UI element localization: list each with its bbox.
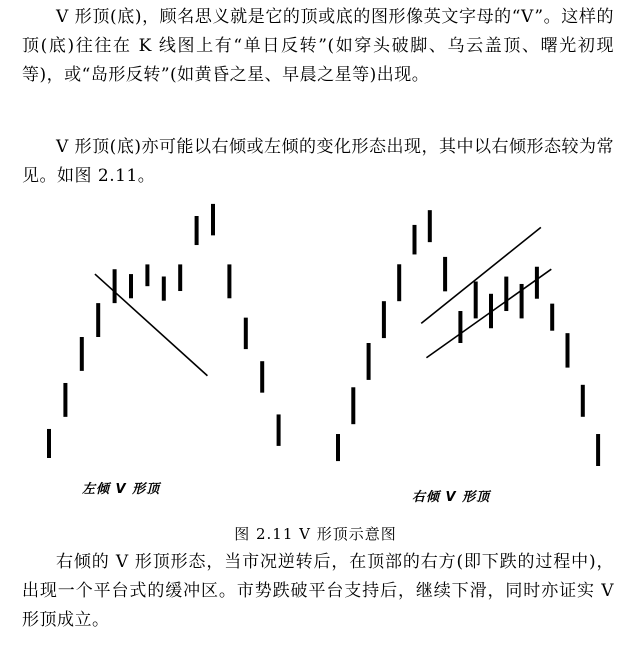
chart-bar xyxy=(260,361,264,392)
chart-bar xyxy=(351,387,355,424)
chart-bar xyxy=(145,264,149,286)
figure-caption: 图 2.11 V 形顶示意图 xyxy=(234,525,397,543)
chart-bar xyxy=(428,210,432,242)
chart-bar xyxy=(113,269,117,303)
chart-bar xyxy=(443,257,447,291)
chart-bar xyxy=(382,301,386,338)
chart-bar xyxy=(96,303,100,337)
chart-bar xyxy=(367,343,371,380)
paragraph-variants: V 形顶(底)亦可能以右倾或左倾的变化形态出现，其中以右倾形态较为常见。如图 2.11。 xyxy=(22,137,614,186)
chart-bar xyxy=(336,434,340,461)
chart-bar xyxy=(535,267,539,299)
chart-bar xyxy=(596,434,600,466)
figure-label-right: 右倾 V 形顶 xyxy=(412,490,491,505)
chart-bar xyxy=(504,277,508,311)
chart-bar xyxy=(581,385,585,417)
paragraph-right-tilted: 右倾的 V 形顶形态，当市况逆转后，在顶部的右方(即下跌的过程中)，出现一个平台式的缓冲区。市势跌破平台支持后，继续下滑，同时亦证实 V 形顶成立。 xyxy=(22,552,614,630)
chart-bar xyxy=(63,383,67,417)
chart-bar xyxy=(129,274,133,298)
chart-bar xyxy=(550,304,554,331)
chart-bar xyxy=(474,282,478,319)
chart-bar xyxy=(413,225,417,255)
chart-right-tilted-v-top xyxy=(336,210,600,466)
chart-bar xyxy=(178,264,182,291)
chart-bar xyxy=(277,414,281,445)
chart-bar xyxy=(458,311,462,343)
figure-v-top xyxy=(0,200,631,510)
chart-bar xyxy=(566,333,570,367)
chart-bar xyxy=(244,318,248,349)
chart-bar xyxy=(47,429,51,458)
chart-bar xyxy=(80,337,84,371)
paragraph-intro: V 形顶(底)，顾名思义就是它的顶或底的图形像英文字母的“V”。这样的顶(底)往往在 K 线图上有“单日反转”(如穿头破脚、乌云盖顶、曙光初现等)，或“岛形反转”(如黄昏之星、早晨之星等)出现。 xyxy=(22,7,614,85)
trendline xyxy=(95,274,208,376)
chart-bar xyxy=(397,264,401,301)
chart-bar xyxy=(211,204,215,235)
chart-bar xyxy=(162,277,166,301)
chart-left-tilted-v-top xyxy=(47,204,281,458)
chart-bar xyxy=(227,264,231,298)
chart-bar xyxy=(195,216,199,245)
figure-label-left: 左倾 V 形顶 xyxy=(82,482,161,497)
